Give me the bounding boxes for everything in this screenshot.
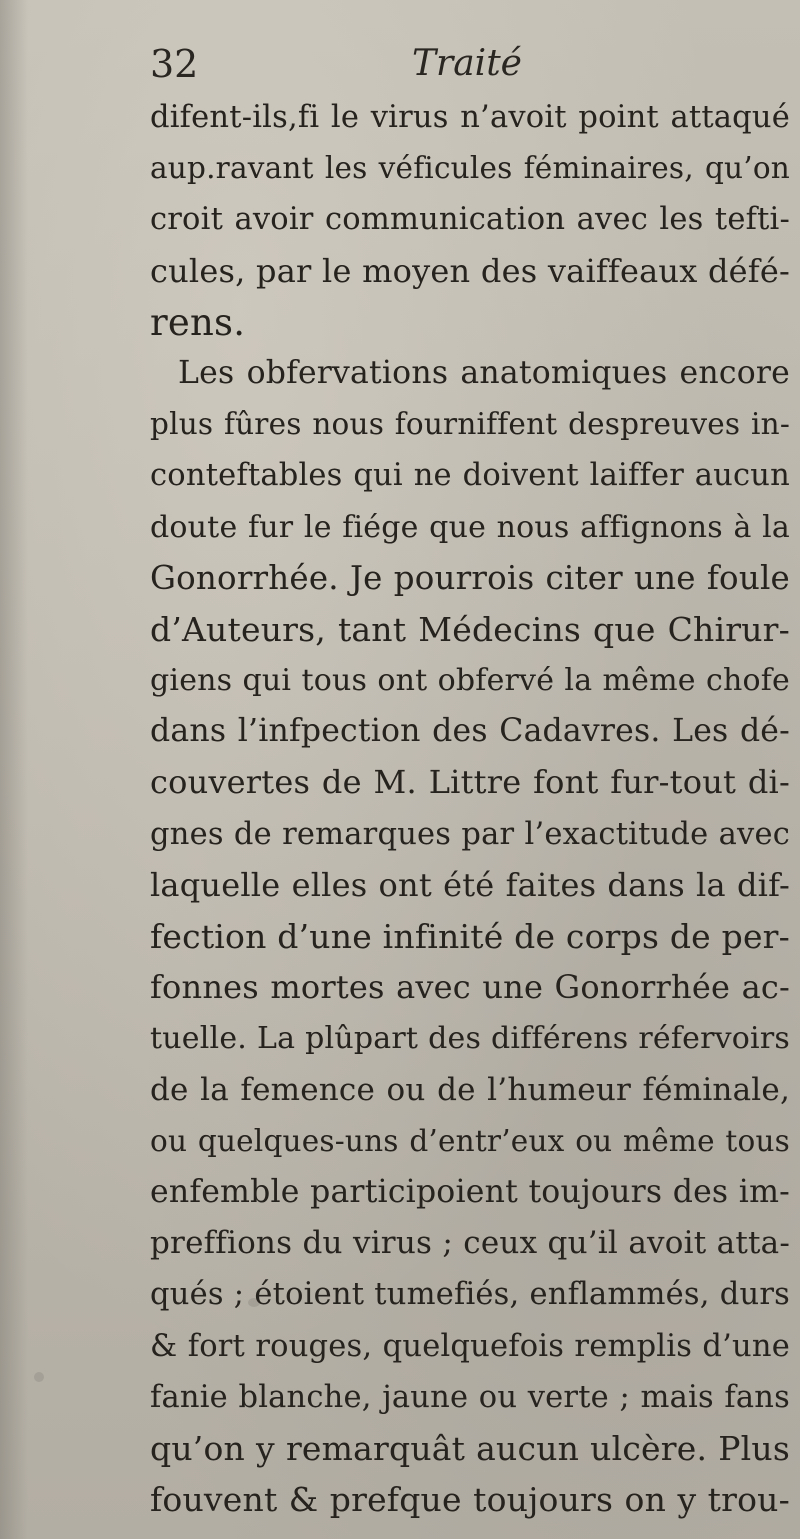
text-line: qu’on y remarquât aucun ulcère. Plus xyxy=(150,1428,790,1468)
text-line: d’Auteurs, tant Médecins que Chirur- xyxy=(150,609,790,649)
body-text xyxy=(150,92,790,1525)
text-line: tuelle. La plûpart des différens réfervoirs xyxy=(150,1021,790,1057)
text-line: & fort rouges, quelquefois remplis d’une xyxy=(150,1328,790,1364)
text-line: fanie blanche, jaune ou verte ; mais fans xyxy=(150,1379,790,1415)
text-line: conteftables qui ne doivent laiffer aucun xyxy=(150,458,790,494)
text-line: qués ; étoient tumefiés, enflammés, durs xyxy=(150,1277,790,1313)
page-number: 32 xyxy=(150,42,199,86)
text-line: fection d’une infinité de corps de per- xyxy=(150,917,790,956)
text-line: gnes de remarques par l’exactitude avec xyxy=(150,816,790,852)
text-line: doute fur le fiége que nous affignons à la xyxy=(150,509,790,545)
text-line: preffions du virus ; ceux qu’il avoit atta- xyxy=(150,1225,790,1262)
text-line: ou quelques-uns d’entr’eux ou même tous xyxy=(150,1123,790,1158)
text-line: fouvent & prefque toujours on y trou- xyxy=(150,1480,790,1520)
text-line: Les obfervations anatomiques encore xyxy=(178,354,790,391)
text-line: aup.ravant les véficules féminaires, qu’on xyxy=(150,151,790,186)
text-line: rens. xyxy=(150,300,246,344)
page-edge-shadow xyxy=(0,0,28,1539)
text-line: croit avoir communication avec les tefti- xyxy=(150,202,790,238)
text-line: difent-ils,fi le virus n’avoit point attaqué xyxy=(150,100,790,135)
text-line: couvertes de M. Littre font fur-tout di- xyxy=(150,763,790,802)
ink-spot xyxy=(34,1372,44,1382)
text-line: Gonorrhée. Je pourrois citer une foule xyxy=(150,558,790,597)
text-line: giens qui tous ont obfervé la même chofe xyxy=(150,663,790,699)
page-header xyxy=(150,42,710,92)
running-title: Traité xyxy=(412,43,522,84)
text-line: fonnes mortes avec une Gonorrhée ac- xyxy=(150,968,790,1007)
text-line: enfemble participoient toujours des im- xyxy=(150,1173,790,1210)
text-line: laquelle elles ont été faites dans la dif- xyxy=(150,865,790,904)
text-line: cules, par le moyen des vaiffeaux défé- xyxy=(150,251,790,290)
text-line: plus fûres nous fourniffent despreuves in- xyxy=(150,407,790,442)
text-line: de la femence ou de l’humeur féminale, xyxy=(150,1071,790,1108)
text-line: dans l’infpection des Cadavres. Les dé- xyxy=(150,713,790,750)
